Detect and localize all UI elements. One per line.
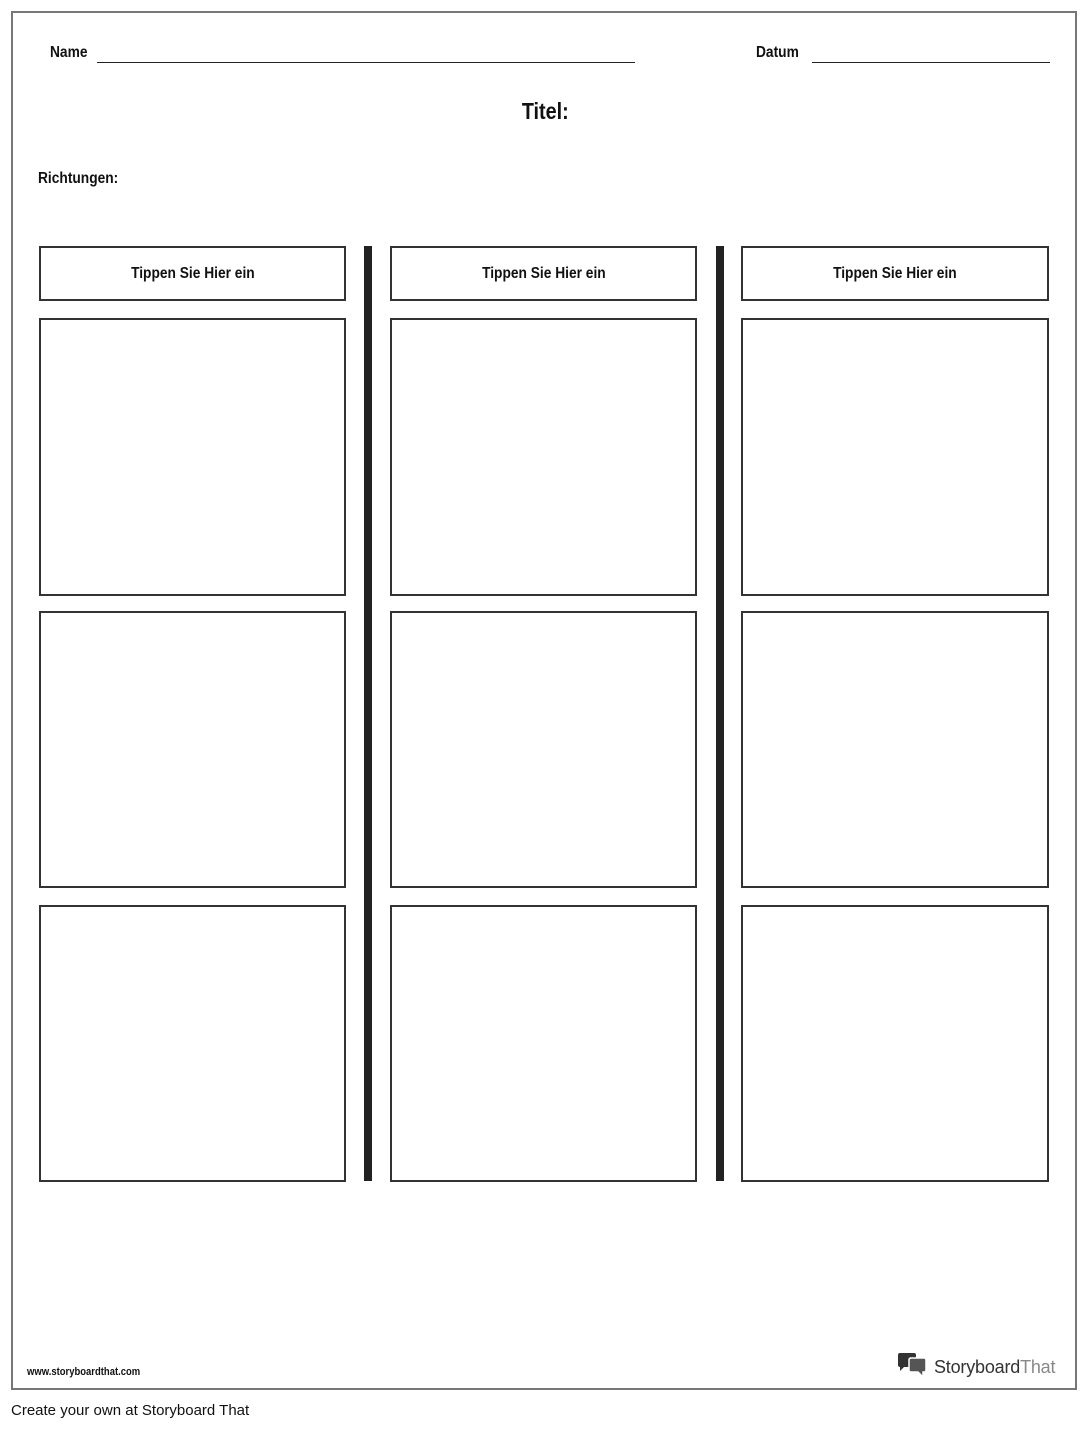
column-divider-2	[716, 246, 724, 1181]
name-input-line[interactable]	[97, 62, 635, 63]
storyboard-cell-1-3[interactable]	[39, 905, 346, 1182]
speech-bubbles-icon	[896, 1352, 928, 1383]
storyboard-cell-2-1[interactable]	[390, 318, 697, 596]
date-label: Datum	[756, 44, 799, 61]
storyboard-cell-2-2[interactable]	[390, 611, 697, 888]
storyboard-cell-1-1[interactable]	[39, 318, 346, 596]
page-title-text: Titel:	[522, 98, 569, 124]
brand-name	[934, 1357, 1055, 1378]
storyboardthat-logo[interactable]	[896, 1354, 1055, 1380]
brand-name-part1: Storyboard	[934, 1356, 1021, 1377]
storyboard-cell-3-1[interactable]	[741, 318, 1049, 596]
page-title[interactable]	[0, 98, 1091, 125]
storyboard-cell-3-3[interactable]	[741, 905, 1049, 1182]
storyboard-cell-1-2[interactable]	[39, 611, 346, 888]
column-header-2[interactable]	[390, 246, 697, 301]
directions-label[interactable]: Richtungen:	[38, 170, 119, 187]
storyboard-cell-2-3[interactable]	[390, 905, 697, 1182]
create-your-own-caption[interactable]: Create your own at Storyboard That	[11, 1402, 250, 1419]
column-header-3[interactable]	[741, 246, 1049, 301]
name-label: Name	[50, 44, 88, 61]
column-divider-1	[364, 246, 372, 1181]
column-header-1[interactable]	[39, 246, 346, 301]
date-input-line[interactable]	[812, 62, 1050, 63]
footer-url: www.storyboardthat.com	[27, 1366, 141, 1378]
column-header-1-text: Tippen Sie Hier ein	[130, 264, 255, 282]
column-header-3-text: Tippen Sie Hier ein	[833, 264, 957, 282]
brand-name-part2: That	[1020, 1356, 1056, 1377]
column-header-2-text: Tippen Sie Hier ein	[481, 264, 606, 282]
storyboard-cell-3-2[interactable]	[741, 611, 1049, 888]
